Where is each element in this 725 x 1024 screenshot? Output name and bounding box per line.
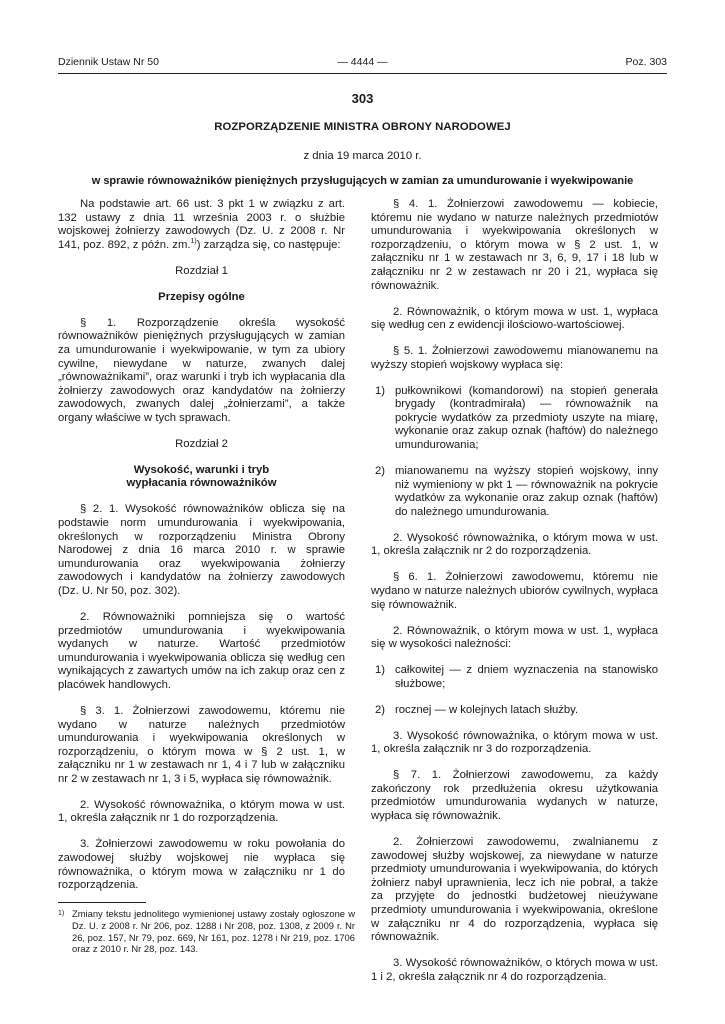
chapter-2-label: Rozdział 2 <box>175 437 228 450</box>
footnote-marker: 1) <box>58 910 65 917</box>
paragraph-5-1-item-2 <box>371 465 658 519</box>
page-number: — 4444 — <box>337 56 388 68</box>
act-number: 303 <box>351 91 374 106</box>
footnote <box>58 908 355 955</box>
paragraph-3-2: 2. Wysokość równoważnika, o którym mowa w ust. 1, określa załącznik nr 1 do rozporządzenia. <box>58 798 345 825</box>
paragraph-3-3: 3. Żołnierzowi zawodowemu w roku powołania do zawodowej służby wojskowej nie wypłaca się równoważnika, o którym mowa w załączniku nr 1 do rozporządzenia. <box>58 838 345 892</box>
preamble-text: Na podstawie art. 66 ust. 3 pkt 1 w związku z art. 132 ustawy z dnia 11 września 2003 r. o służbie wojskowej żołnierzy zawodowych (Dz. U. z 2008 r. Nr 141, poz. 892, z późn. zm. <box>58 198 345 251</box>
chapter-2-title: Wysokość, warunki i tryb wypłacania równoważników <box>126 463 277 490</box>
preamble <box>58 198 345 252</box>
page-header <box>58 56 667 70</box>
item-text: pułkownikowi (komandorowi) na stopień generała brygady (kontradmirała) — równoważnik na pokrycie wydatków za przedmioty uszyte na miarę, wykonanie oraz zakup oznak (haftów) do należnego umundurowania; <box>395 384 658 452</box>
act-subject: w sprawie równoważników pieniężnych przysługujących w zamian za umundurowanie i wyekwipowanie <box>91 175 634 187</box>
paragraph-6-3: 3. Wysokość równoważnika, o którym mowa w ust. 1, określa załącznik nr 3 do rozporządzenia. <box>371 729 658 756</box>
act-title: ROZPORZĄDZENIE MINISTRA OBRONY NARODOWEJ <box>214 121 511 133</box>
paragraph-5-1-item-1 <box>371 385 658 453</box>
paragraph-6-1: § 6. 1. Żołnierzowi zawodowemu, któremu nie wydano w naturze należnych ubiorów cywilnych, wypłaca się równoważnik. <box>371 571 658 611</box>
right-column <box>371 198 658 997</box>
paragraph-6-2-item-2 <box>371 704 658 718</box>
paragraph-7-2: 2. Żołnierzowi zawodowemu, zwalnianemu z zawodowej służby wojskowej, za niewydane w naturze przedmioty umundurowania i wyekwipowania, do których żołnierz nabył uprawnienia, lecz ich nie pobrał, a także za przyjęte do jednostki budżetowej nieużywane przedmioty umundurowania i wyekwipowania, określone w załączniku nr 4 do rozporządzenia, wypłaca się równoważnik. <box>371 836 658 944</box>
chapter-1-label: Rozdział 1 <box>175 264 228 277</box>
item-text: rocznej — w kolejnych latach służby. <box>395 703 579 716</box>
footnote-rule <box>58 902 146 903</box>
journal-name: Dziennik Ustaw Nr 50 <box>58 56 159 68</box>
item-marker: 1) <box>375 384 386 397</box>
footnote-text: Zmiany tekstu jednolitego wymienionej ustawy zostały ogłoszone w Dz. U. z 2008 r. Nr 206, poz. 1288 i Nr 208, poz. 1308, z 2009 r. Nr 26, poz. 157, Nr 79, poz. 669, Nr 161, poz. 1278 i Nr 219, poz. 1706 oraz z 2010 r. Nr 28, poz. 143. <box>72 908 355 955</box>
paragraph-1: § 1. Rozporządzenie określa wysokość równoważników pieniężnych przysługujących w zamian za umundurowanie i wyekwipowanie, w tym za ubiory cywilne, niewydane w naturze, zwanych dalej „równoważnikami”, oraz warunki i tryb ich wypłacania dla żołnierzy zawodowych oraz kandydatów na żołnierzy zawodowych, zwanych dalej „żołnierzami”, a także organy właściwe w tych sprawach. <box>58 316 345 424</box>
paragraph-3-1: § 3. 1. Żołnierzowi zawodowemu, któremu nie wydano w naturze należnych przedmiotów umundurowania i wyekwipowania określonych w rozporządzeniu, o którym mowa w § 2 ust. 1, w załączniku nr 1 w zestawach nr 1, 4 i 7 lub w załączniku nr 2 w zestawach nr 1, 3 i 5, wypłaca się równoważnik. <box>58 704 345 785</box>
item-marker: 2) <box>375 703 386 716</box>
act-date: z dnia 19 marca 2010 r. <box>303 150 422 162</box>
paragraph-2-1: § 2. 1. Wysokość równoważników oblicza się na podstawie norm umundurowania i wyekwipowania, określonych w rozporządzeniu Ministra Obrony Narodowej z dnia 16 marca 2010 r. w sprawie umundurowania oraz wyekwipowania żołnierzy zawodowych i kandydatów na żołnierzy zawodowych (Dz. U. Nr 50, poz. 302). <box>58 503 345 597</box>
item-text: całkowitej — z dniem wyznaczenia na stanowisko służbowe; <box>395 664 658 690</box>
paragraph-2-2: 2. Równoważniki pomniejsza się o wartość przedmiotów umundurowania i wyekwipowania wydanych w naturze. Wartość przedmiotów umundurowania i wyekwipowania oblicza się według cen wynikających z zawartych umów na ich zakup oraz cen z placówek handlowych. <box>58 610 345 691</box>
paragraph-4-2: 2. Równoważnik, o którym mowa w ust. 1, wypłaca się według cen z ewidencji ilościowo-wartościowej. <box>371 305 658 332</box>
chapter-1-title: Przepisy ogólne <box>158 290 245 303</box>
paragraph-7-1: § 7. 1. Żołnierzowi zawodowemu, za każdy zakończony rok przedłużenia okresu użytkowania przedmiotów umundurowania wydanych w naturze, wypłaca się równoważnik. <box>371 769 658 823</box>
item-text: mianowanemu na wyższy stopień wojskowy, inny niż wymieniony w pkt 1 — równoważnik na pokrycie wydatków za wykonanie oraz zakup oznak (haftów) do należnego umundurowania. <box>395 465 658 518</box>
paragraph-6-2: 2. Równoważnik, o którym mowa w ust. 1, wypłaca się w wysokości należności: <box>371 624 658 651</box>
left-column <box>58 198 345 905</box>
item-marker: 1) <box>375 664 386 677</box>
header-rule <box>58 73 667 74</box>
position-number: Poz. 303 <box>625 56 667 68</box>
item-marker: 2) <box>375 465 386 478</box>
paragraph-5-2: 2. Wysokość równoważnika, o którym mowa w ust. 1, określa załącznik nr 2 do rozporządzenia. <box>371 531 658 558</box>
paragraph-6-2-item-1 <box>371 664 658 691</box>
preamble-text-end: ) zarządza się, co następuje: <box>196 238 341 251</box>
paragraph-4-1: § 4. 1. Żołnierzowi zawodowemu — kobiecie, któremu nie wydano w naturze należnych przedmiotów umundurowania i wyekwipowania określonych w rozporządzeniu, o którym mowa w § 2 ust. 1, w załączniku nr 1 w zestawach nr 3, 6, 9, 17 i 18 lub w załączniku nr 2 w zestawach nr 20 i 21, wypłaca się równoważnik. <box>371 198 658 292</box>
footnote-reference: 1) <box>190 238 197 246</box>
paragraph-5-1: § 5. 1. Żołnierzowi zawodowemu mianowanemu na wyższy stopień wojskowy wypłaca się: <box>371 345 658 371</box>
paragraph-7-3: 3. Wysokość równoważników, o których mowa w ust. 1 i 2, określa załącznik nr 4 do rozporządzenia. <box>371 957 658 983</box>
